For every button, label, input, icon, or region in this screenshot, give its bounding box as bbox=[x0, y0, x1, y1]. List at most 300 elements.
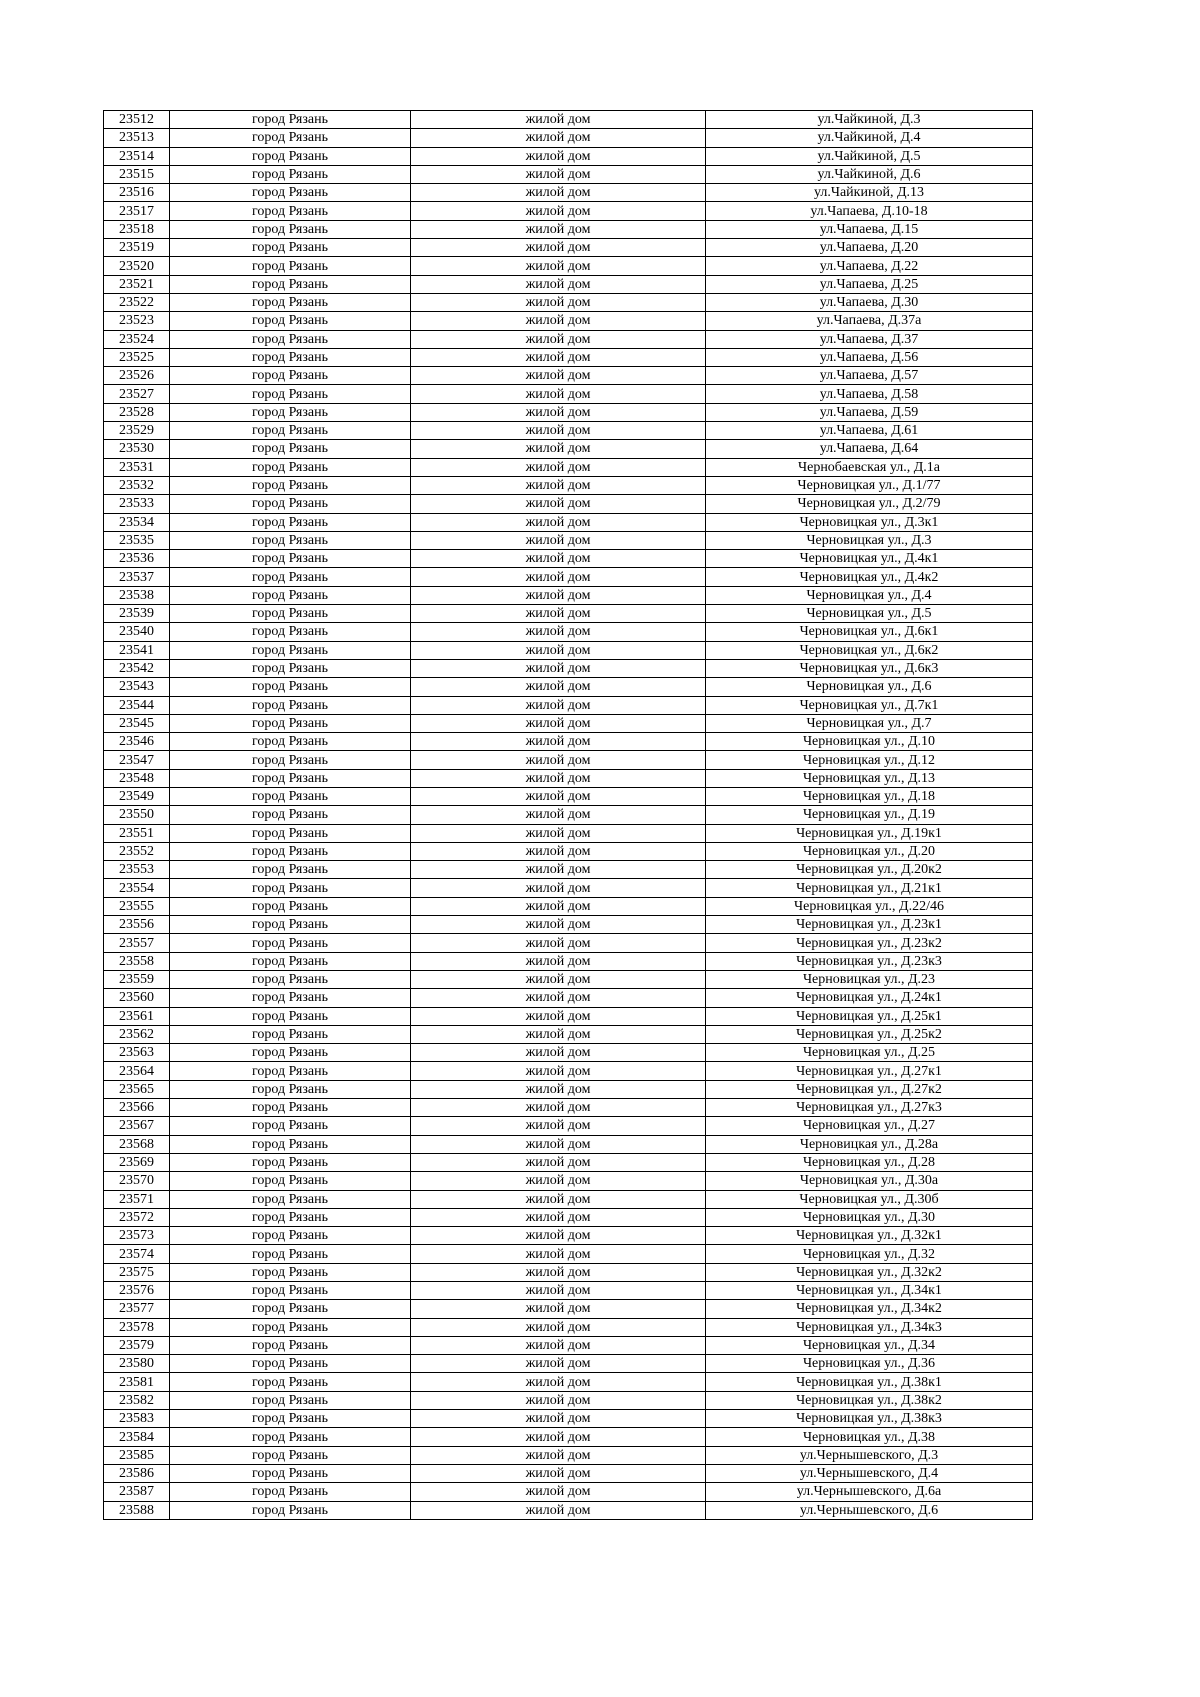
address-cell: Черновицкая ул., Д.25к2 bbox=[706, 1025, 1033, 1043]
table-row bbox=[104, 348, 1033, 366]
table-row bbox=[104, 422, 1033, 440]
row-number-cell: 23587 bbox=[104, 1483, 170, 1501]
row-number-cell: 23565 bbox=[104, 1080, 170, 1098]
address-cell: Черновицкая ул., Д.25 bbox=[706, 1044, 1033, 1062]
city-cell: город Рязань bbox=[170, 824, 411, 842]
row-number-cell: 23531 bbox=[104, 458, 170, 476]
row-number-cell: 23548 bbox=[104, 769, 170, 787]
row-number-cell: 23586 bbox=[104, 1464, 170, 1482]
building-type-cell: жилой дом bbox=[411, 1410, 706, 1428]
city-cell: город Рязань bbox=[170, 1190, 411, 1208]
address-cell: Черновицкая ул., Д.2/79 bbox=[706, 495, 1033, 513]
table-row bbox=[104, 824, 1033, 842]
city-cell: город Рязань bbox=[170, 1135, 411, 1153]
city-cell: город Рязань bbox=[170, 751, 411, 769]
city-cell: город Рязань bbox=[170, 1428, 411, 1446]
table-row bbox=[104, 1117, 1033, 1135]
table-row bbox=[104, 934, 1033, 952]
address-cell: ул.Чернышевского, Д.6 bbox=[706, 1501, 1033, 1519]
row-number-cell: 23555 bbox=[104, 897, 170, 915]
city-cell: город Рязань bbox=[170, 165, 411, 183]
building-type-cell: жилой дом bbox=[411, 897, 706, 915]
row-number-cell: 23514 bbox=[104, 147, 170, 165]
row-number-cell: 23528 bbox=[104, 403, 170, 421]
table-row bbox=[104, 1300, 1033, 1318]
address-cell: Черновицкая ул., Д.27к1 bbox=[706, 1062, 1033, 1080]
building-type-cell: жилой дом bbox=[411, 696, 706, 714]
building-type-cell: жилой дом bbox=[411, 1007, 706, 1025]
row-number-cell: 23545 bbox=[104, 714, 170, 732]
row-number-cell: 23562 bbox=[104, 1025, 170, 1043]
building-type-cell: жилой дом bbox=[411, 513, 706, 531]
row-number-cell: 23513 bbox=[104, 129, 170, 147]
building-type-cell: жилой дом bbox=[411, 1300, 706, 1318]
table-row bbox=[104, 1282, 1033, 1300]
building-type-cell: жилой дом bbox=[411, 1117, 706, 1135]
city-cell: город Рязань bbox=[170, 1483, 411, 1501]
building-type-cell: жилой дом bbox=[411, 1172, 706, 1190]
building-type-cell: жилой дом bbox=[411, 403, 706, 421]
address-cell: Черновицкая ул., Д.23к1 bbox=[706, 916, 1033, 934]
building-type-cell: жилой дом bbox=[411, 824, 706, 842]
address-cell: ул.Чапаева, Д.10-18 bbox=[706, 202, 1033, 220]
building-type-cell: жилой дом bbox=[411, 1099, 706, 1117]
row-number-cell: 23585 bbox=[104, 1446, 170, 1464]
row-number-cell: 23544 bbox=[104, 696, 170, 714]
building-type-cell: жилой дом bbox=[411, 476, 706, 494]
row-number-cell: 23521 bbox=[104, 275, 170, 293]
table-row bbox=[104, 239, 1033, 257]
address-cell: Черновицкая ул., Д.23к3 bbox=[706, 952, 1033, 970]
building-type-cell: жилой дом bbox=[411, 1135, 706, 1153]
row-number-cell: 23549 bbox=[104, 787, 170, 805]
building-type-cell: жилой дом bbox=[411, 934, 706, 952]
address-cell: Черновицкая ул., Д.38 bbox=[706, 1428, 1033, 1446]
building-type-cell: жилой дом bbox=[411, 1062, 706, 1080]
row-number-cell: 23553 bbox=[104, 861, 170, 879]
address-cell: Черновицкая ул., Д.30б bbox=[706, 1190, 1033, 1208]
building-type-cell: жилой дом bbox=[411, 678, 706, 696]
address-cell: Черновицкая ул., Д.27 bbox=[706, 1117, 1033, 1135]
row-number-cell: 23558 bbox=[104, 952, 170, 970]
city-cell: город Рязань bbox=[170, 1172, 411, 1190]
row-number-cell: 23525 bbox=[104, 348, 170, 366]
city-cell: город Рязань bbox=[170, 476, 411, 494]
city-cell: город Рязань bbox=[170, 659, 411, 677]
row-number-cell: 23533 bbox=[104, 495, 170, 513]
address-cell: ул.Чайкиной, Д.5 bbox=[706, 147, 1033, 165]
row-number-cell: 23530 bbox=[104, 440, 170, 458]
city-cell: город Рязань bbox=[170, 1099, 411, 1117]
table-row bbox=[104, 659, 1033, 677]
row-number-cell: 23577 bbox=[104, 1300, 170, 1318]
address-cell: Черновицкая ул., Д.6к3 bbox=[706, 659, 1033, 677]
row-number-cell: 23527 bbox=[104, 385, 170, 403]
row-number-cell: 23543 bbox=[104, 678, 170, 696]
city-cell: город Рязань bbox=[170, 239, 411, 257]
building-type-cell: жилой дом bbox=[411, 1190, 706, 1208]
row-number-cell: 23564 bbox=[104, 1062, 170, 1080]
city-cell: город Рязань bbox=[170, 989, 411, 1007]
building-type-cell: жилой дом bbox=[411, 1428, 706, 1446]
address-cell: Черновицкая ул., Д.38к2 bbox=[706, 1391, 1033, 1409]
address-cell: Черновицкая ул., Д.6к1 bbox=[706, 623, 1033, 641]
city-cell: город Рязань bbox=[170, 293, 411, 311]
table-row bbox=[104, 202, 1033, 220]
building-type-cell: жилой дом bbox=[411, 879, 706, 897]
building-type-cell: жилой дом bbox=[411, 1391, 706, 1409]
row-number-cell: 23571 bbox=[104, 1190, 170, 1208]
table-row bbox=[104, 879, 1033, 897]
table-row bbox=[104, 1318, 1033, 1336]
table-row bbox=[104, 220, 1033, 238]
address-cell: ул.Чапаева, Д.20 bbox=[706, 239, 1033, 257]
table-row bbox=[104, 696, 1033, 714]
row-number-cell: 23538 bbox=[104, 586, 170, 604]
row-number-cell: 23540 bbox=[104, 623, 170, 641]
building-type-cell: жилой дом bbox=[411, 806, 706, 824]
address-cell: ул.Чайкиной, Д.13 bbox=[706, 184, 1033, 202]
table-row bbox=[104, 1410, 1033, 1428]
row-number-cell: 23570 bbox=[104, 1172, 170, 1190]
city-cell: город Рязань bbox=[170, 1300, 411, 1318]
address-cell: Черновицкая ул., Д.27к3 bbox=[706, 1099, 1033, 1117]
address-cell: ул.Чапаева, Д.56 bbox=[706, 348, 1033, 366]
table-row bbox=[104, 111, 1033, 129]
building-type-cell: жилой дом bbox=[411, 1318, 706, 1336]
row-number-cell: 23557 bbox=[104, 934, 170, 952]
row-number-cell: 23515 bbox=[104, 165, 170, 183]
table-row bbox=[104, 989, 1033, 1007]
table-row bbox=[104, 513, 1033, 531]
building-type-cell: жилой дом bbox=[411, 422, 706, 440]
table-row bbox=[104, 495, 1033, 513]
building-type-cell: жилой дом bbox=[411, 531, 706, 549]
row-number-cell: 23552 bbox=[104, 842, 170, 860]
row-number-cell: 23524 bbox=[104, 330, 170, 348]
address-cell: Черновицкая ул., Д.34к1 bbox=[706, 1282, 1033, 1300]
address-cell: ул.Чапаева, Д.64 bbox=[706, 440, 1033, 458]
table-row bbox=[104, 1080, 1033, 1098]
address-cell: ул.Чайкиной, Д.6 bbox=[706, 165, 1033, 183]
city-cell: город Рязань bbox=[170, 1227, 411, 1245]
row-number-cell: 23559 bbox=[104, 970, 170, 988]
city-cell: город Рязань bbox=[170, 330, 411, 348]
address-cell: Черновицкая ул., Д.32к2 bbox=[706, 1263, 1033, 1281]
city-cell: город Рязань bbox=[170, 769, 411, 787]
city-cell: город Рязань bbox=[170, 1007, 411, 1025]
address-cell: Черновицкая ул., Д.21к1 bbox=[706, 879, 1033, 897]
address-cell: Черновицкая ул., Д.3к1 bbox=[706, 513, 1033, 531]
city-cell: город Рязань bbox=[170, 678, 411, 696]
table-row bbox=[104, 714, 1033, 732]
building-type-cell: жилой дом bbox=[411, 312, 706, 330]
table-row bbox=[104, 751, 1033, 769]
row-number-cell: 23588 bbox=[104, 1501, 170, 1519]
table-row bbox=[104, 1172, 1033, 1190]
address-cell: Черновицкая ул., Д.32 bbox=[706, 1245, 1033, 1263]
row-number-cell: 23529 bbox=[104, 422, 170, 440]
table-row bbox=[104, 1025, 1033, 1043]
row-number-cell: 23523 bbox=[104, 312, 170, 330]
city-cell: город Рязань bbox=[170, 367, 411, 385]
address-cell: ул.Чернышевского, Д.3 bbox=[706, 1446, 1033, 1464]
building-type-cell: жилой дом bbox=[411, 495, 706, 513]
city-cell: город Рязань bbox=[170, 714, 411, 732]
table-row bbox=[104, 1391, 1033, 1409]
table-row bbox=[104, 257, 1033, 275]
row-number-cell: 23534 bbox=[104, 513, 170, 531]
city-cell: город Рязань bbox=[170, 1025, 411, 1043]
city-cell: город Рязань bbox=[170, 1373, 411, 1391]
table-row bbox=[104, 367, 1033, 385]
building-type-cell: жилой дом bbox=[411, 1355, 706, 1373]
building-type-cell: жилой дом bbox=[411, 1464, 706, 1482]
table-row bbox=[104, 1007, 1033, 1025]
city-cell: город Рязань bbox=[170, 458, 411, 476]
table-row bbox=[104, 861, 1033, 879]
table-row bbox=[104, 330, 1033, 348]
table-row bbox=[104, 312, 1033, 330]
table-row bbox=[104, 1483, 1033, 1501]
address-cell: Черновицкая ул., Д.38к1 bbox=[706, 1373, 1033, 1391]
building-type-cell: жилой дом bbox=[411, 147, 706, 165]
row-number-cell: 23561 bbox=[104, 1007, 170, 1025]
city-cell: город Рязань bbox=[170, 1062, 411, 1080]
row-number-cell: 23563 bbox=[104, 1044, 170, 1062]
table-row bbox=[104, 787, 1033, 805]
table-row bbox=[104, 275, 1033, 293]
address-cell: ул.Чапаева, Д.59 bbox=[706, 403, 1033, 421]
row-number-cell: 23550 bbox=[104, 806, 170, 824]
address-cell: ул.Чапаева, Д.37а bbox=[706, 312, 1033, 330]
address-cell: Черновицкая ул., Д.5 bbox=[706, 605, 1033, 623]
address-cell: Черновицкая ул., Д.32к1 bbox=[706, 1227, 1033, 1245]
building-type-cell: жилой дом bbox=[411, 733, 706, 751]
city-cell: город Рязань bbox=[170, 1080, 411, 1098]
table-row bbox=[104, 1263, 1033, 1281]
city-cell: город Рязань bbox=[170, 568, 411, 586]
address-cell: Черновицкая ул., Д.28 bbox=[706, 1153, 1033, 1171]
table-row bbox=[104, 806, 1033, 824]
building-type-cell: жилой дом bbox=[411, 330, 706, 348]
table-row bbox=[104, 1446, 1033, 1464]
address-cell: Черновицкая ул., Д.10 bbox=[706, 733, 1033, 751]
address-cell: Черновицкая ул., Д.20 bbox=[706, 842, 1033, 860]
city-cell: город Рязань bbox=[170, 1282, 411, 1300]
table-row bbox=[104, 605, 1033, 623]
city-cell: город Рязань bbox=[170, 1501, 411, 1519]
address-cell: Черновицкая ул., Д.28а bbox=[706, 1135, 1033, 1153]
building-type-cell: жилой дом bbox=[411, 348, 706, 366]
address-cell: Черновицкая ул., Д.23к2 bbox=[706, 934, 1033, 952]
building-type-cell: жилой дом bbox=[411, 165, 706, 183]
city-cell: город Рязань bbox=[170, 952, 411, 970]
building-type-cell: жилой дом bbox=[411, 751, 706, 769]
row-number-cell: 23579 bbox=[104, 1336, 170, 1354]
row-number-cell: 23582 bbox=[104, 1391, 170, 1409]
city-cell: город Рязань bbox=[170, 348, 411, 366]
address-cell: Черновицкая ул., Д.19 bbox=[706, 806, 1033, 824]
address-cell: Черновицкая ул., Д.25к1 bbox=[706, 1007, 1033, 1025]
city-cell: город Рязань bbox=[170, 1464, 411, 1482]
row-number-cell: 23526 bbox=[104, 367, 170, 385]
address-cell: Черновицкая ул., Д.30 bbox=[706, 1208, 1033, 1226]
row-number-cell: 23537 bbox=[104, 568, 170, 586]
city-cell: город Рязань bbox=[170, 440, 411, 458]
building-type-cell: жилой дом bbox=[411, 550, 706, 568]
city-cell: город Рязань bbox=[170, 385, 411, 403]
table-row bbox=[104, 1135, 1033, 1153]
address-cell: Черновицкая ул., Д.30а bbox=[706, 1172, 1033, 1190]
city-cell: город Рязань bbox=[170, 970, 411, 988]
city-cell: город Рязань bbox=[170, 897, 411, 915]
address-cell: ул.Чайкиной, Д.3 bbox=[706, 111, 1033, 129]
city-cell: город Рязань bbox=[170, 879, 411, 897]
table-row bbox=[104, 897, 1033, 915]
building-type-cell: жилой дом bbox=[411, 293, 706, 311]
building-type-cell: жилой дом bbox=[411, 1373, 706, 1391]
city-cell: город Рязань bbox=[170, 129, 411, 147]
city-cell: город Рязань bbox=[170, 257, 411, 275]
building-type-cell: жилой дом bbox=[411, 605, 706, 623]
table-row bbox=[104, 129, 1033, 147]
address-cell: Черновицкая ул., Д.3 bbox=[706, 531, 1033, 549]
city-cell: город Рязань bbox=[170, 1355, 411, 1373]
building-type-cell: жилой дом bbox=[411, 1227, 706, 1245]
table-row bbox=[104, 184, 1033, 202]
building-type-cell: жилой дом bbox=[411, 275, 706, 293]
city-cell: город Рязань bbox=[170, 1263, 411, 1281]
row-number-cell: 23554 bbox=[104, 879, 170, 897]
building-type-cell: жилой дом bbox=[411, 458, 706, 476]
building-type-cell: жилой дом bbox=[411, 1245, 706, 1263]
row-number-cell: 23522 bbox=[104, 293, 170, 311]
city-cell: город Рязань bbox=[170, 842, 411, 860]
address-cell: ул.Чайкиной, Д.4 bbox=[706, 129, 1033, 147]
address-cell: Черновицкая ул., Д.4 bbox=[706, 586, 1033, 604]
address-cell: Черновицкая ул., Д.7к1 bbox=[706, 696, 1033, 714]
address-cell: Черновицкая ул., Д.23 bbox=[706, 970, 1033, 988]
table-row bbox=[104, 1428, 1033, 1446]
table-row bbox=[104, 1373, 1033, 1391]
city-cell: город Рязань bbox=[170, 733, 411, 751]
city-cell: город Рязань bbox=[170, 1208, 411, 1226]
row-number-cell: 23575 bbox=[104, 1263, 170, 1281]
city-cell: город Рязань bbox=[170, 403, 411, 421]
address-cell: ул.Чернышевского, Д.4 bbox=[706, 1464, 1033, 1482]
city-cell: город Рязань bbox=[170, 696, 411, 714]
address-cell: Черновицкая ул., Д.6к2 bbox=[706, 641, 1033, 659]
building-type-cell: жилой дом bbox=[411, 586, 706, 604]
row-number-cell: 23556 bbox=[104, 916, 170, 934]
address-cell: Черновицкая ул., Д.24к1 bbox=[706, 989, 1033, 1007]
table-row bbox=[104, 1099, 1033, 1117]
table-row bbox=[104, 586, 1033, 604]
table-row bbox=[104, 147, 1033, 165]
row-number-cell: 23519 bbox=[104, 239, 170, 257]
row-number-cell: 23542 bbox=[104, 659, 170, 677]
address-cell: Черновицкая ул., Д.34к2 bbox=[706, 1300, 1033, 1318]
building-type-cell: жилой дом bbox=[411, 1483, 706, 1501]
city-cell: город Рязань bbox=[170, 806, 411, 824]
row-number-cell: 23512 bbox=[104, 111, 170, 129]
address-cell: Черновицкая ул., Д.38к3 bbox=[706, 1410, 1033, 1428]
city-cell: город Рязань bbox=[170, 550, 411, 568]
city-cell: город Рязань bbox=[170, 1245, 411, 1263]
city-cell: город Рязань bbox=[170, 1336, 411, 1354]
table-row bbox=[104, 531, 1033, 549]
city-cell: город Рязань bbox=[170, 220, 411, 238]
address-cell: Черновицкая ул., Д.20к2 bbox=[706, 861, 1033, 879]
table-row bbox=[104, 1227, 1033, 1245]
row-number-cell: 23568 bbox=[104, 1135, 170, 1153]
table-row bbox=[104, 1464, 1033, 1482]
building-type-cell: жилой дом bbox=[411, 1025, 706, 1043]
city-cell: город Рязань bbox=[170, 916, 411, 934]
building-type-cell: жилой дом bbox=[411, 239, 706, 257]
building-type-cell: жилой дом bbox=[411, 111, 706, 129]
row-number-cell: 23546 bbox=[104, 733, 170, 751]
building-type-cell: жилой дом bbox=[411, 220, 706, 238]
address-cell: Черновицкая ул., Д.12 bbox=[706, 751, 1033, 769]
building-type-cell: жилой дом bbox=[411, 257, 706, 275]
address-cell: ул.Чапаева, Д.57 bbox=[706, 367, 1033, 385]
address-cell: ул.Чапаева, Д.22 bbox=[706, 257, 1033, 275]
row-number-cell: 23576 bbox=[104, 1282, 170, 1300]
address-cell: Черновицкая ул., Д.34 bbox=[706, 1336, 1033, 1354]
city-cell: город Рязань bbox=[170, 1117, 411, 1135]
address-registry-table bbox=[103, 110, 1033, 1520]
address-cell: ул.Чапаева, Д.37 bbox=[706, 330, 1033, 348]
address-cell: Черновицкая ул., Д.27к2 bbox=[706, 1080, 1033, 1098]
row-number-cell: 23547 bbox=[104, 751, 170, 769]
building-type-cell: жилой дом bbox=[411, 1208, 706, 1226]
address-cell: ул.Чернышевского, Д.6а bbox=[706, 1483, 1033, 1501]
city-cell: город Рязань bbox=[170, 1153, 411, 1171]
table-row bbox=[104, 403, 1033, 421]
row-number-cell: 23539 bbox=[104, 605, 170, 623]
building-type-cell: жилой дом bbox=[411, 1446, 706, 1464]
table-row bbox=[104, 916, 1033, 934]
table-row bbox=[104, 550, 1033, 568]
building-type-cell: жилой дом bbox=[411, 916, 706, 934]
table-row bbox=[104, 1190, 1033, 1208]
row-number-cell: 23517 bbox=[104, 202, 170, 220]
table-body bbox=[104, 111, 1033, 1520]
building-type-cell: жилой дом bbox=[411, 385, 706, 403]
building-type-cell: жилой дом bbox=[411, 1282, 706, 1300]
address-cell: Чернобаевская ул., Д.1а bbox=[706, 458, 1033, 476]
table-row bbox=[104, 440, 1033, 458]
table-row bbox=[104, 1062, 1033, 1080]
building-type-cell: жилой дом bbox=[411, 568, 706, 586]
building-type-cell: жилой дом bbox=[411, 769, 706, 787]
row-number-cell: 23580 bbox=[104, 1355, 170, 1373]
city-cell: город Рязань bbox=[170, 1446, 411, 1464]
building-type-cell: жилой дом bbox=[411, 861, 706, 879]
city-cell: город Рязань bbox=[170, 184, 411, 202]
table-row bbox=[104, 970, 1033, 988]
city-cell: город Рязань bbox=[170, 605, 411, 623]
row-number-cell: 23574 bbox=[104, 1245, 170, 1263]
table-row bbox=[104, 1044, 1033, 1062]
building-type-cell: жилой дом bbox=[411, 952, 706, 970]
row-number-cell: 23560 bbox=[104, 989, 170, 1007]
table-row bbox=[104, 1355, 1033, 1373]
row-number-cell: 23516 bbox=[104, 184, 170, 202]
address-cell: Черновицкая ул., Д.19к1 bbox=[706, 824, 1033, 842]
